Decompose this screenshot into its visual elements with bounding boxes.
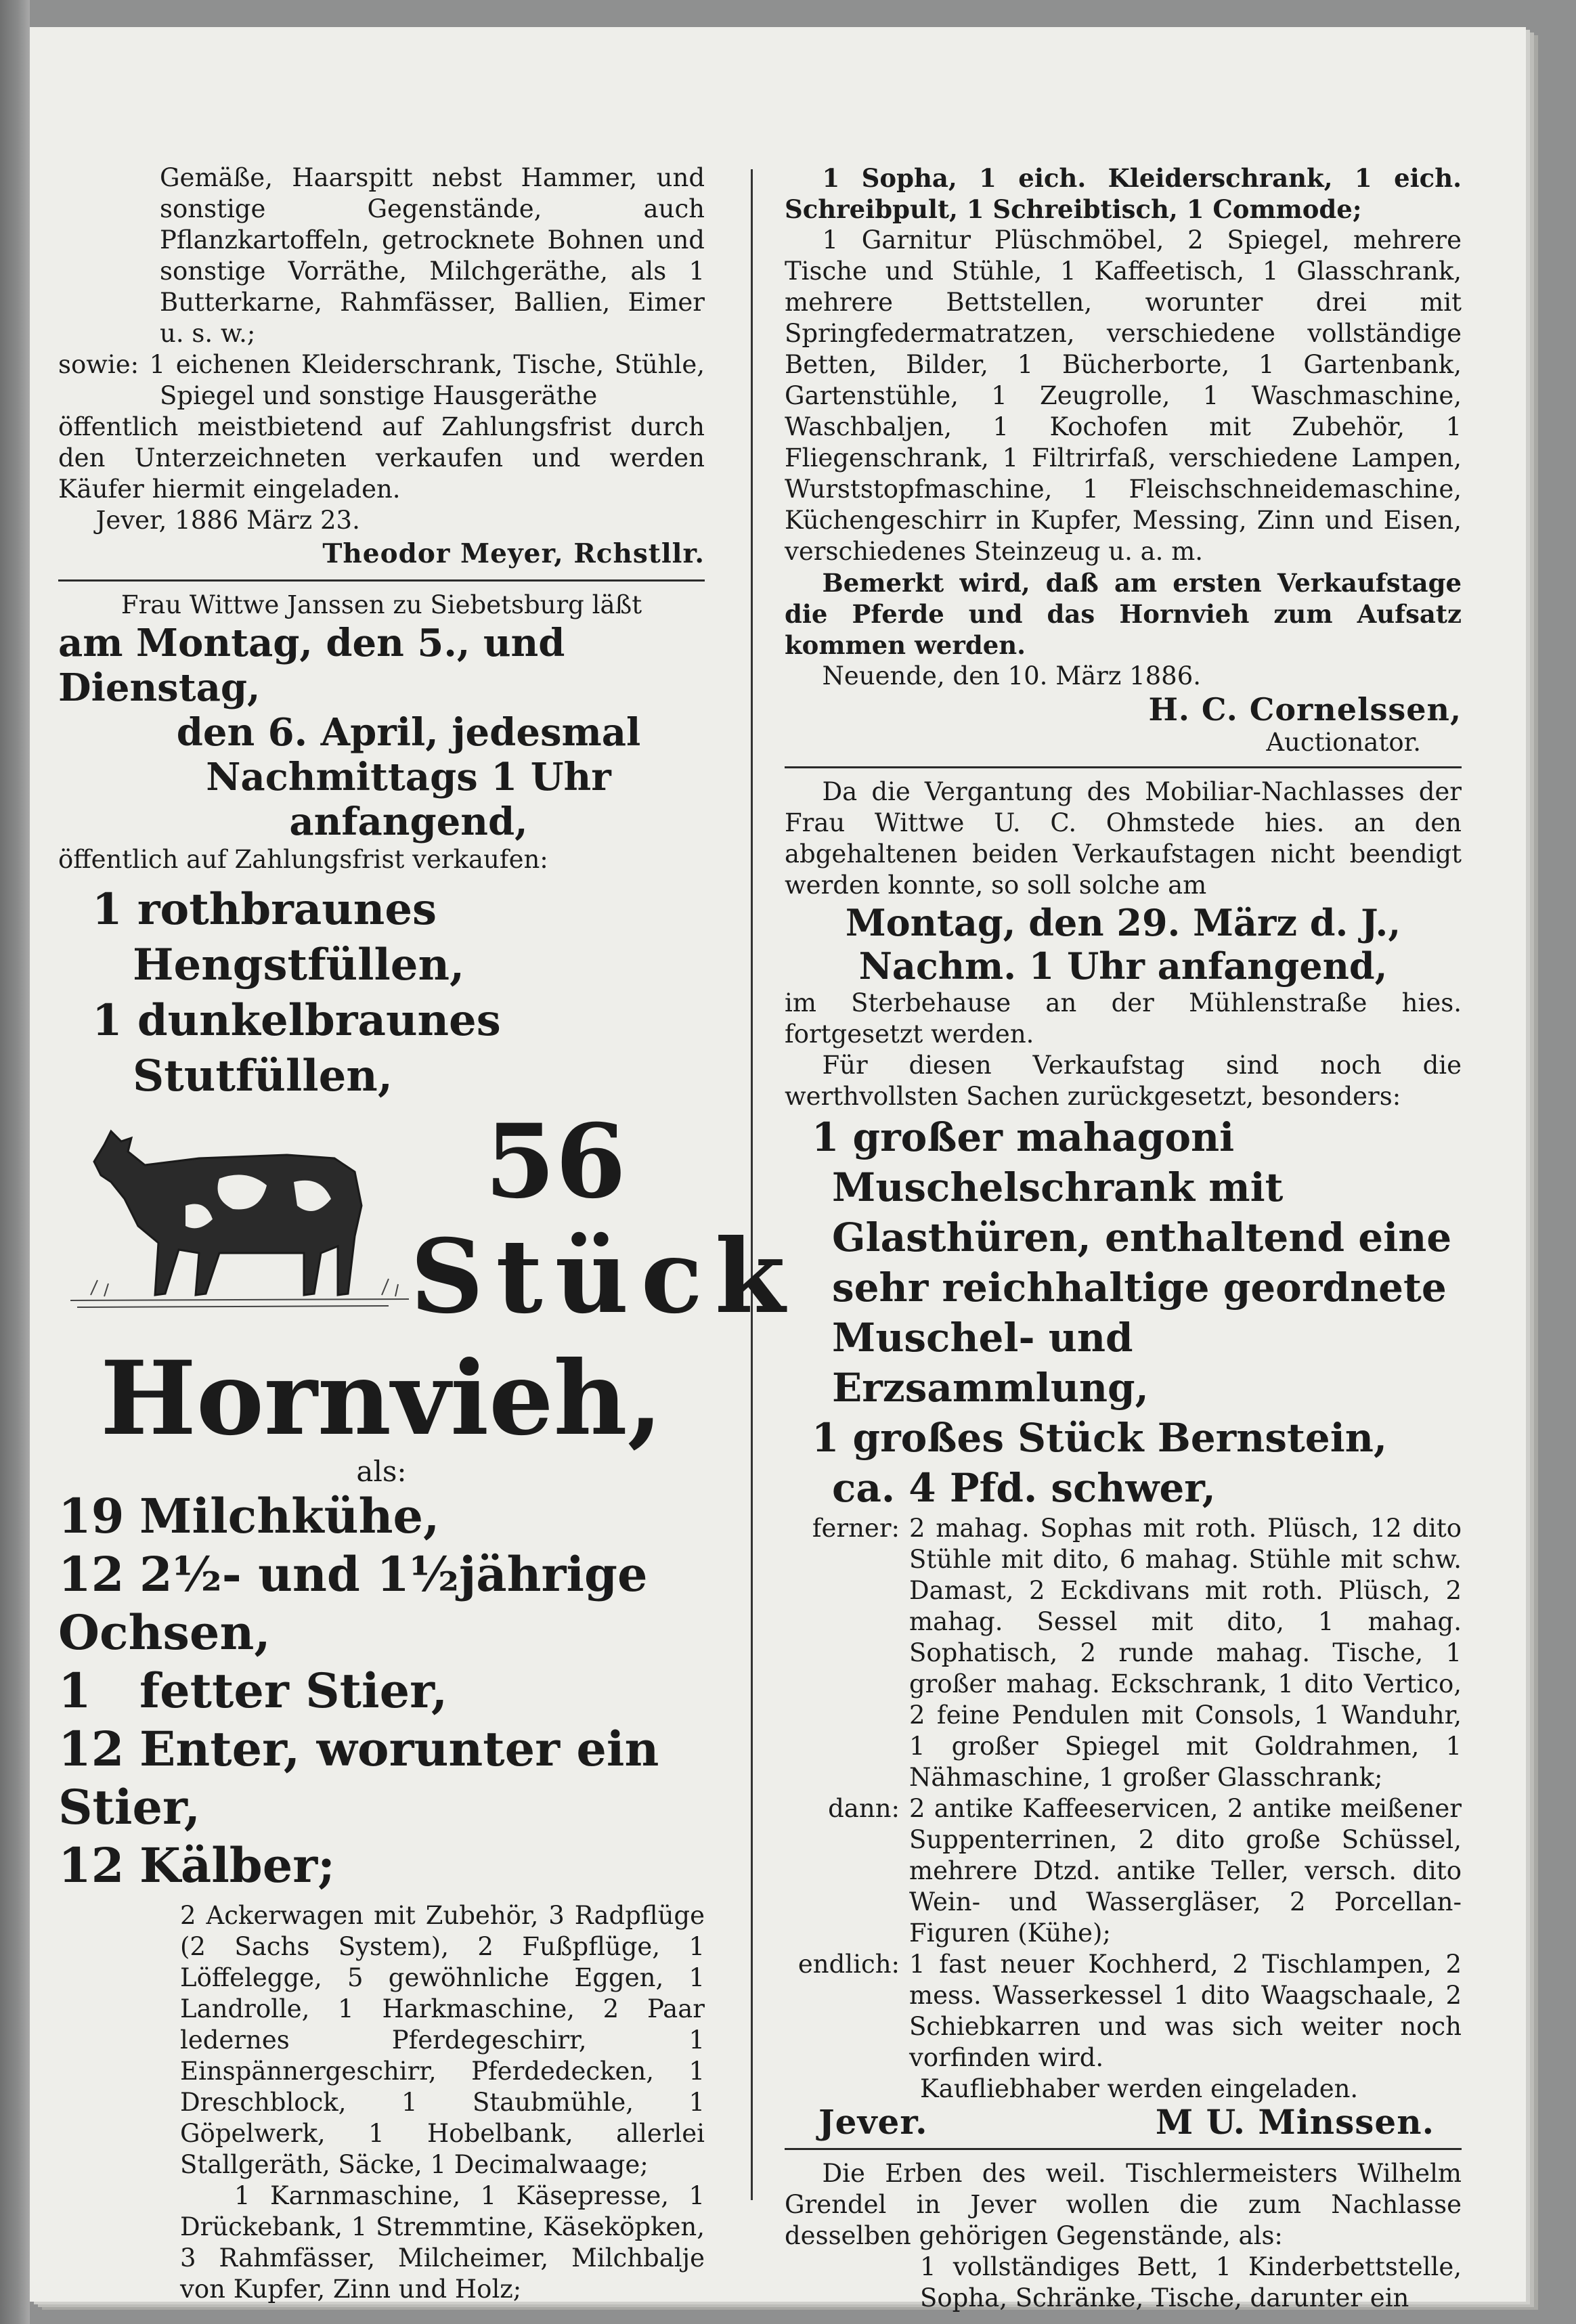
ad-cornelssen-items: 1 Garnitur Plüschmöbel, 2 Spiegel, mehrere Tische und Stühle, 1 Kaffeetisch, 1 Glasschrank, mehrere Bettstellen, worunter drei mit Springfedermatratzen, verschiedene vollständige Betten, Bilder, 1 Bücherborte, 1 Gartenbank, Gartenstühle, 1 Zeugrolle, 1 Waschmaschine, Waschbaljen, 1 Kochofen mit Zubehör, 1 Fliegenschrank, 1 Filtrirfaß, verschiedene Lampen, Wurststopfmaschine, 1 Fleischschneidemaschine, Küchengeschirr in Kupfer, Messing, Zinn und Eisen, verschiedenes Steinzeug u. a. m. [785,225,1462,566]
ad-cornelssen [785,162,1462,758]
book-spine-edge [0,0,30,2324]
ad-separator [58,579,705,582]
ad-ohmstede-reserved: Für diesen Verkaufstag sind noch die werthvollsten Sachen zurückgesetzt, besonders: [785,1051,1462,1111]
endlich-section [785,1949,1462,2074]
ad-meyer-sowie: sowie: 1 eichenen Kleiderschrank, Tische, Stühle, Spiegel und sonstige Hausgeräthe [58,350,705,410]
ad-meyer-body: öffentlich meistbietend auf Zahlungsfrist durch den Unterzeichneten verkaufen und werden Käufer hiermit eingeladen. [58,412,705,504]
livestock-item: 12 2½- und 1½jährige Ochsen, [58,1546,648,1661]
ad-meyer-date: Jever, 1886 März 23. [95,506,360,535]
right-column [751,162,1462,2314]
livestock-list [58,1487,705,1895]
hornvieh-heading: Hornvieh, [100,1339,663,1458]
ad-grendel-intro: Die Erben des weil. Tischlermeisters Wilhelm Grendel in Jever wollen die zum Nachlasse desselben gehörigen Gegenstände, als: [785,2159,1462,2250]
ad-cornelssen-furniture: 1 Sopha, 1 eich. Kleiderschrank, 1 eich. Schreibpult, 1 Schreibtisch, 1 Commode; [785,163,1462,224]
ad-ohmstede-time: Nachm. 1 Uhr anfangend, [858,944,1388,988]
ad-separator [785,766,1462,768]
ad-ohmstede-signature: M U. Minssen. [1155,2102,1435,2142]
ad-ohmstede [785,776,1462,2140]
ad-ohmstede-amber: 1 großes Stück Bernstein, ca. 4 Pfd. schwer, [812,1415,1388,1511]
ad-ohmstede-location: im Sterbehause an der Mühlenstraße hies. fortgesetzt werden. [785,988,1462,1049]
livestock-item: 19 Milchkühe, [58,1488,440,1544]
livestock-item: 12 Kälber; [58,1837,335,1893]
ad-grendel [785,2158,1462,2314]
dann-text: 2 antike Kaffeeservicen, 2 antike meißener Suppenterrinen, 2 dito große Schüssel, mehrere Dtzd. antike Teller, versch. dito Wein- und Wassergläser, 2 Porcellan-Figuren (Kühe); [909,1794,1462,1948]
dann-section [785,1793,1462,1949]
cow-illustration [64,1118,416,1321]
ad-ohmstede-footer [785,2102,1462,2142]
ad-janssen-item-stallion: 1 rothbraunes Hengstfüllen, [92,884,465,990]
livestock-item: 1 fetter Stier, [58,1663,448,1719]
ad-meyer [58,162,705,571]
dairy-equipment-list: 1 Karnmaschine, 1 Käsepresse, 1 Drückebank, 1 Stremmtine, Käseköpken, 3 Rahmfässer, Milcheimer, Milchbalje von Kupfer, Zinn und Holz; [180,2181,705,2304]
ad-ohmstede-date: Montag, den 29. März d. J., [845,901,1401,944]
ad-janssen [58,590,797,2305]
ad-ohmstede-intro: Da die Vergantung des Mobiliar-Nachlasses der Frau Wittwe U. C. Ohmstede hies. an den abgehaltenen beiden Verkaufstagen nicht beendigt werden konnte, so soll solche am [785,777,1462,900]
ad-cornelssen-signature: H. C. Cornelssen, [1148,691,1462,728]
livestock-item: 12 Enter, worunter ein Stier, [58,1721,659,1835]
ad-ohmstede-invite: Kaufliebhaber werden eingeladen. [920,2074,1359,2103]
ad-ohmstede-shell-cabinet: 1 großer mahagoni Muschelschrank mit Glasthüren, enthaltend eine sehr reichhaltige geordnete Muschel- und Erzsammlung, [812,1114,1452,1411]
ad-cornelssen-note: Bemerkt wird, daß am ersten Verkaufstage die Pferde und das Hornvieh zum Aufsatz kommen werden. [785,568,1462,660]
equipment-list: 2 Ackerwagen mit Zubehör, 3 Radpflüge (2 Sachs System), 2 Fußpflüge, 1 Löffelegge, 5 gewöhnliche Eggen, 1 Landrolle, 1 Harkmaschine, 2 Paar ledernes Pferdegeschirr, 1 Einspännergeschirr, Pferdedecken, 1 Dreschblock, 1 Staubmühle, 1 Göpelwerk, 1 Hobelbank, allerlei Stallgeräth, Säcke, 1 Decimalwaage; [180,1901,705,2179]
ferner-text: 2 mahag. Sophas mit roth. Plüsch, 12 dito Stühle mit dito, 6 mahag. Stühle mit schw. Damast, 2 Eckdivans mit roth. Plüsch, 2 mahag. Sessel mit dito, 1 mahag. Sophatisch, 2 runde mahag. Tische, 1 großer mahag. Eckschrank, 1 dito Vertico, 2 feine Pendulen mit Consols, 1 Wanduhr, 1 großer Spiegel mit Goldrahmen, 1 Nähmaschine, 1 großer Glasschrank; [909,1514,1462,1792]
ad-meyer-items: Gemäße, Haarspitt nebst Hammer, und sonstige Gegenstände, auch Pflanzkartoffeln, getrocknete Bohnen und sonstige Vorräthe, Milchgeräthe, als 1 Butterkarne, Rahmfässer, Ballien, Eimer u. s. w.; [160,163,705,348]
ad-meyer-signature: Theodor Meyer, Rchstllr. [322,538,705,569]
ad-cornelssen-date: Neuende, den 10. März 1886. [822,661,1202,690]
endlich-label: endlich: [797,1950,900,1979]
ad-ohmstede-place: Jever. [818,2102,928,2142]
ad-grendel-items: 1 vollständiges Bett, 1 Kinderbettstelle, Sopha, Schränke, Tische, darunter ein [920,2252,1462,2312]
als-label: als: [356,1455,407,1488]
ad-separator [785,2148,1462,2150]
cattle-stueck: Stück [410,1217,797,1336]
dann-label: dann: [828,1794,900,1823]
ad-janssen-item-mare: 1 dunkelbraunes Stutfüllen, [92,995,501,1101]
ferner-section [785,1513,1462,1793]
cattle-heading-block [58,1102,797,1341]
newspaper-page [30,27,1526,2312]
endlich-text: 1 fast neuer Kochherd, 2 Tischlampen, 2 mess. Wasserkessel 1 dito Waagschaale, 2 Schiebkarren und was sich weiter noch vorfinden wird. [909,1950,1462,2072]
ad-janssen-intro: Frau Wittwe Janssen zu Siebetsburg läßt [121,590,642,619]
ferner-label: ferner: [812,1514,900,1543]
ad-janssen-terms: öffentlich auf Zahlungsfrist verkaufen: [58,845,548,874]
left-column [58,162,797,2305]
ad-cornelssen-role: Auctionator. [1266,728,1421,757]
cattle-count: 56 [485,1102,626,1221]
ad-janssen-date-line2: den 6. April, jedesmal Nachmittags 1 Uhr anfangend, [176,710,641,844]
ad-janssen-date-line1: am Montag, den 5., und Dienstag, [58,621,565,710]
